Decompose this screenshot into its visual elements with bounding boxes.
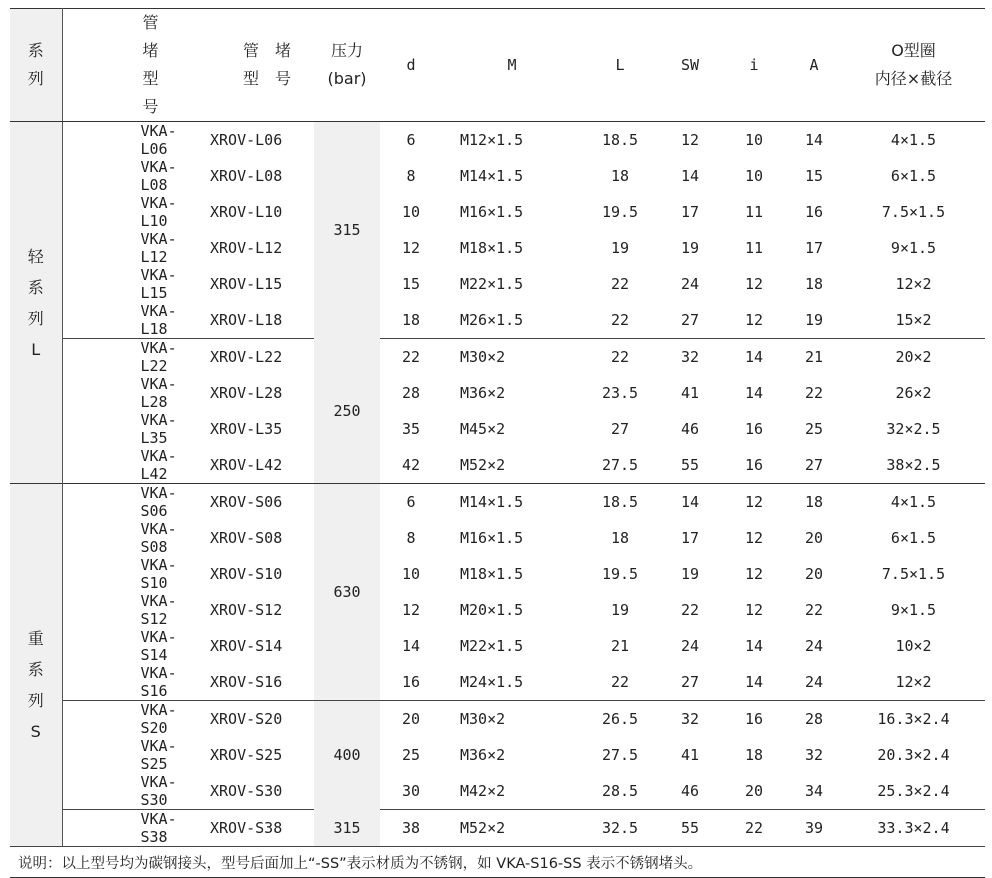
cell-d: 22 bbox=[401, 348, 421, 366]
cell-sw: 17 bbox=[680, 529, 700, 547]
cell-oring: 6×1.5 bbox=[890, 529, 937, 547]
cell-model-2: XROV-L10 bbox=[210, 203, 283, 221]
cell-m: M20×1.5 bbox=[460, 601, 524, 619]
spec-table-frame bbox=[10, 8, 985, 872]
cell-a: 15 bbox=[804, 167, 824, 185]
cell-d: 25 bbox=[401, 746, 421, 764]
cell-sw: 27 bbox=[658, 302, 722, 339]
header-oring: O型圈 内径×截径 bbox=[842, 9, 985, 122]
cell-l: 18.5 bbox=[601, 131, 639, 149]
cell-model-1: VKA-S14 bbox=[140, 628, 177, 664]
cell-l: 18 bbox=[610, 167, 630, 185]
cell-sw: 46 bbox=[680, 420, 700, 438]
cell-m: M26×1.5 bbox=[442, 302, 582, 339]
header-d: d bbox=[380, 9, 442, 122]
cell-model-2: XROV-L22 bbox=[210, 348, 283, 366]
cell-m: M16×1.5 bbox=[460, 203, 524, 221]
cell-oring: 4×1.5 bbox=[890, 131, 937, 149]
cell-d: 35 bbox=[401, 420, 421, 438]
header-series: 系 列 bbox=[10, 9, 62, 122]
cell-model-2: XROV-S06 bbox=[210, 493, 283, 511]
cell-m: M14×1.5 bbox=[460, 493, 524, 511]
cell-oring: 7.5×1.5 bbox=[881, 565, 946, 583]
cell-m: M16×1.5 bbox=[460, 529, 524, 547]
cell-i: 16 bbox=[744, 420, 764, 438]
cell-model-1: VKA-S38 bbox=[140, 810, 177, 846]
table-body bbox=[10, 122, 985, 878]
cell-a: 18 bbox=[804, 493, 824, 511]
cell-oring: 12×2 bbox=[895, 275, 932, 293]
cell-model-1: VKA-S30 bbox=[62, 773, 190, 810]
cell-model-1: VKA-S16 bbox=[62, 664, 190, 701]
cell-model-1: VKA-S08 bbox=[140, 520, 177, 556]
cell-d: 14 bbox=[401, 637, 421, 655]
cell-i: 16 bbox=[744, 710, 764, 728]
cell-a: 16 bbox=[804, 203, 824, 221]
cell-l: 19 bbox=[610, 601, 630, 619]
table-row bbox=[10, 773, 985, 810]
cell-sw: 46 bbox=[658, 773, 722, 810]
cell-sw: 32 bbox=[680, 348, 700, 366]
cell-l: 19 bbox=[610, 239, 630, 257]
cell-pressure: 400 bbox=[314, 701, 380, 810]
cell-oring: 6×1.5 bbox=[890, 167, 937, 185]
table-row bbox=[10, 520, 985, 556]
cell-model-1: VKA-S06 bbox=[140, 484, 177, 520]
cell-d: 18 bbox=[380, 302, 442, 339]
table-row bbox=[10, 737, 985, 773]
table-row bbox=[10, 592, 985, 628]
cell-l: 23.5 bbox=[601, 384, 639, 402]
cell-a: 20 bbox=[804, 565, 824, 583]
cell-m: M30×2 bbox=[460, 710, 506, 728]
table-row bbox=[10, 664, 985, 701]
cell-model-1: VKA-S25 bbox=[140, 737, 177, 773]
cell-l: 32.5 bbox=[601, 819, 639, 837]
cell-oring: 4×1.5 bbox=[890, 493, 937, 511]
table-row bbox=[10, 302, 985, 339]
cell-m: M22×1.5 bbox=[460, 637, 524, 655]
cell-oring: 12×2 bbox=[842, 664, 985, 701]
cell-l: 22 bbox=[610, 348, 630, 366]
cell-i: 14 bbox=[722, 664, 786, 701]
cell-model-2: XROV-L08 bbox=[210, 167, 283, 185]
cell-d: 6 bbox=[406, 131, 416, 149]
cell-d: 10 bbox=[401, 565, 421, 583]
cell-a: 22 bbox=[804, 601, 824, 619]
cell-model-2: XROV-S16 bbox=[190, 664, 314, 701]
cell-sw: 19 bbox=[680, 565, 700, 583]
cell-i: 14 bbox=[744, 637, 764, 655]
cell-i: 14 bbox=[744, 348, 764, 366]
cell-l: 19.5 bbox=[601, 565, 639, 583]
cell-l: 22 bbox=[610, 275, 630, 293]
table-header bbox=[10, 9, 985, 122]
cell-a: 18 bbox=[804, 275, 824, 293]
table-row bbox=[10, 484, 985, 521]
cell-oring: 16.3×2.4 bbox=[877, 710, 950, 728]
cell-oring: 10×2 bbox=[895, 637, 932, 655]
cell-i: 14 bbox=[744, 384, 764, 402]
cell-sw: 12 bbox=[680, 131, 700, 149]
cell-m: M14×1.5 bbox=[460, 167, 524, 185]
cell-a: 39 bbox=[804, 819, 824, 837]
cell-model-1: VKA-S10 bbox=[140, 556, 177, 592]
cell-m: M36×2 bbox=[460, 746, 506, 764]
cell-m: M42×2 bbox=[442, 773, 582, 810]
cell-sw: 24 bbox=[680, 637, 700, 655]
cell-a: 22 bbox=[804, 384, 824, 402]
cell-oring: 33.3×2.4 bbox=[877, 819, 950, 837]
cell-sw: 17 bbox=[680, 203, 700, 221]
header-i: i bbox=[722, 9, 786, 122]
cell-d: 8 bbox=[406, 529, 416, 547]
cell-a: 19 bbox=[786, 302, 842, 339]
cell-model-2: XROV-S08 bbox=[210, 529, 283, 547]
table-row bbox=[10, 194, 985, 230]
cell-sw: 55 bbox=[680, 456, 700, 474]
cell-l: 27 bbox=[610, 420, 630, 438]
table-row bbox=[10, 122, 985, 159]
cell-model-1: VKA-S20 bbox=[140, 701, 177, 737]
cell-i: 12 bbox=[744, 601, 764, 619]
cell-oring: 7.5×1.5 bbox=[881, 203, 946, 221]
cell-d: 6 bbox=[406, 493, 416, 511]
header-model-2: 管 堵 型 号 bbox=[190, 9, 314, 122]
cell-model-1: VKA-S12 bbox=[140, 592, 177, 628]
cell-model-2: XROV-L18 bbox=[190, 302, 314, 339]
cell-a: 32 bbox=[804, 746, 824, 764]
header-pressure: 压力 (bar) bbox=[314, 9, 380, 122]
cell-i: 10 bbox=[744, 167, 764, 185]
cell-l: 27.5 bbox=[601, 456, 639, 474]
cell-oring: 15×2 bbox=[842, 302, 985, 339]
cell-d: 12 bbox=[401, 239, 421, 257]
table-row bbox=[10, 411, 985, 447]
cell-m: M18×1.5 bbox=[460, 239, 524, 257]
cell-i: 12 bbox=[744, 529, 764, 547]
cell-oring: 20×2 bbox=[895, 348, 932, 366]
cell-l: 28.5 bbox=[582, 773, 658, 810]
cell-model-2: XROV-S10 bbox=[210, 565, 283, 583]
cell-sw: 41 bbox=[680, 384, 700, 402]
cell-m: M36×2 bbox=[460, 384, 506, 402]
cell-sw: 24 bbox=[680, 275, 700, 293]
cell-m: M22×1.5 bbox=[460, 275, 524, 293]
cell-model-1: VKA-L06 bbox=[140, 122, 177, 158]
cell-d: 15 bbox=[401, 275, 421, 293]
table-row bbox=[10, 628, 985, 664]
cell-model-1: VKA-L35 bbox=[140, 411, 177, 447]
cell-i: 10 bbox=[744, 131, 764, 149]
cell-a: 21 bbox=[804, 348, 824, 366]
cell-m: M24×1.5 bbox=[442, 664, 582, 701]
cell-oring: 9×1.5 bbox=[890, 239, 937, 257]
cell-m: M30×2 bbox=[460, 348, 506, 366]
cell-model-2: XROV-L06 bbox=[210, 131, 283, 149]
cell-model-2: XROV-S38 bbox=[210, 819, 283, 837]
table-row bbox=[10, 447, 985, 484]
cell-oring: 38×2.5 bbox=[886, 456, 941, 474]
note-row bbox=[10, 847, 985, 878]
header-m: M bbox=[442, 9, 582, 122]
cell-oring: 9×1.5 bbox=[890, 601, 937, 619]
cell-a: 17 bbox=[804, 239, 824, 257]
header-model-1: 管 堵 型 号 bbox=[62, 9, 190, 122]
cell-model-1: VKA-L28 bbox=[140, 375, 177, 411]
pipe-plug-spec-table bbox=[10, 8, 985, 878]
cell-i: 11 bbox=[744, 203, 764, 221]
cell-l: 27.5 bbox=[601, 746, 639, 764]
cell-model-1: VKA-L08 bbox=[140, 158, 177, 194]
cell-d: 12 bbox=[401, 601, 421, 619]
header-a: A bbox=[786, 9, 842, 122]
cell-sw: 32 bbox=[680, 710, 700, 728]
cell-model-1: VKA-L12 bbox=[140, 230, 177, 266]
cell-a: 24 bbox=[786, 664, 842, 701]
table-row bbox=[10, 230, 985, 266]
cell-i: 18 bbox=[744, 746, 764, 764]
cell-d: 8 bbox=[406, 167, 416, 185]
cell-sw: 22 bbox=[680, 601, 700, 619]
series-heavy-label: 重 系 列 S bbox=[10, 484, 62, 847]
cell-l: 21 bbox=[610, 637, 630, 655]
cell-l: 19.5 bbox=[601, 203, 639, 221]
cell-model-2: XROV-S14 bbox=[210, 637, 283, 655]
cell-model-2: XROV-L12 bbox=[210, 239, 283, 257]
cell-l: 22 bbox=[582, 664, 658, 701]
header-sw: SW bbox=[658, 9, 722, 122]
cell-l: 18 bbox=[610, 529, 630, 547]
cell-a: 27 bbox=[804, 456, 824, 474]
cell-m: M12×1.5 bbox=[460, 131, 524, 149]
cell-sw: 27 bbox=[658, 664, 722, 701]
cell-d: 28 bbox=[401, 384, 421, 402]
cell-d: 30 bbox=[380, 773, 442, 810]
cell-model-2: XROV-L42 bbox=[210, 456, 283, 474]
cell-sw: 41 bbox=[680, 746, 700, 764]
cell-i: 12 bbox=[722, 302, 786, 339]
table-row bbox=[10, 158, 985, 194]
cell-i: 12 bbox=[744, 565, 764, 583]
table-row bbox=[10, 266, 985, 302]
cell-m: M45×2 bbox=[460, 420, 506, 438]
cell-i: 20 bbox=[722, 773, 786, 810]
cell-model-1: VKA-L10 bbox=[140, 194, 177, 230]
cell-i: 22 bbox=[744, 819, 764, 837]
cell-m: M18×1.5 bbox=[460, 565, 524, 583]
table-row bbox=[10, 339, 985, 376]
cell-d: 42 bbox=[401, 456, 421, 474]
cell-a: 20 bbox=[804, 529, 824, 547]
cell-i: 12 bbox=[744, 493, 764, 511]
cell-sw: 14 bbox=[680, 167, 700, 185]
cell-i: 12 bbox=[744, 275, 764, 293]
cell-a: 24 bbox=[804, 637, 824, 655]
cell-sw: 14 bbox=[680, 493, 700, 511]
cell-model-1: VKA-L42 bbox=[140, 447, 177, 483]
cell-oring: 20.3×2.4 bbox=[877, 746, 950, 764]
cell-model-1: VKA-L15 bbox=[140, 266, 177, 302]
cell-m: M52×2 bbox=[460, 456, 506, 474]
cell-a: 25 bbox=[804, 420, 824, 438]
table-row bbox=[10, 375, 985, 411]
cell-l: 26.5 bbox=[601, 710, 639, 728]
series-light-label: 轻 系 列 L bbox=[10, 122, 62, 484]
cell-sw: 19 bbox=[680, 239, 700, 257]
cell-i: 11 bbox=[744, 239, 764, 257]
cell-d: 38 bbox=[401, 819, 421, 837]
cell-a: 28 bbox=[804, 710, 824, 728]
cell-model-2: XROV-S25 bbox=[210, 746, 283, 764]
cell-model-2: XROV-L28 bbox=[210, 384, 283, 402]
cell-d: 20 bbox=[401, 710, 421, 728]
cell-d: 16 bbox=[380, 664, 442, 701]
cell-pressure: 315 bbox=[314, 810, 380, 847]
cell-pressure: 630 bbox=[314, 484, 380, 701]
cell-m: M52×2 bbox=[460, 819, 506, 837]
cell-pressure: 315 bbox=[314, 122, 380, 339]
cell-a: 34 bbox=[786, 773, 842, 810]
cell-oring: 26×2 bbox=[895, 384, 932, 402]
cell-model-2: XROV-S30 bbox=[190, 773, 314, 810]
cell-sw: 55 bbox=[680, 819, 700, 837]
cell-oring: 25.3×2.4 bbox=[842, 773, 985, 810]
cell-l: 18.5 bbox=[601, 493, 639, 511]
cell-model-2: XROV-S20 bbox=[210, 710, 283, 728]
cell-model-1: VKA-L22 bbox=[140, 339, 177, 375]
cell-i: 16 bbox=[744, 456, 764, 474]
table-row bbox=[10, 810, 985, 847]
table-row bbox=[10, 556, 985, 592]
cell-model-1: VKA-L18 bbox=[62, 302, 190, 339]
cell-d: 10 bbox=[401, 203, 421, 221]
header-l: L bbox=[582, 9, 658, 122]
cell-model-2: XROV-S12 bbox=[210, 601, 283, 619]
cell-model-2: XROV-L35 bbox=[210, 420, 283, 438]
cell-l: 22 bbox=[582, 302, 658, 339]
cell-model-2: XROV-L15 bbox=[210, 275, 283, 293]
table-note: 说明：以上型号均为碳钢接头，型号后面加上“-SS”表示材质为不锈钢，如 VKA-S16-SS 表示不锈钢堵头。 bbox=[10, 847, 985, 878]
cell-oring: 32×2.5 bbox=[886, 420, 941, 438]
cell-pressure: 250 bbox=[314, 339, 380, 484]
cell-a: 14 bbox=[804, 131, 824, 149]
